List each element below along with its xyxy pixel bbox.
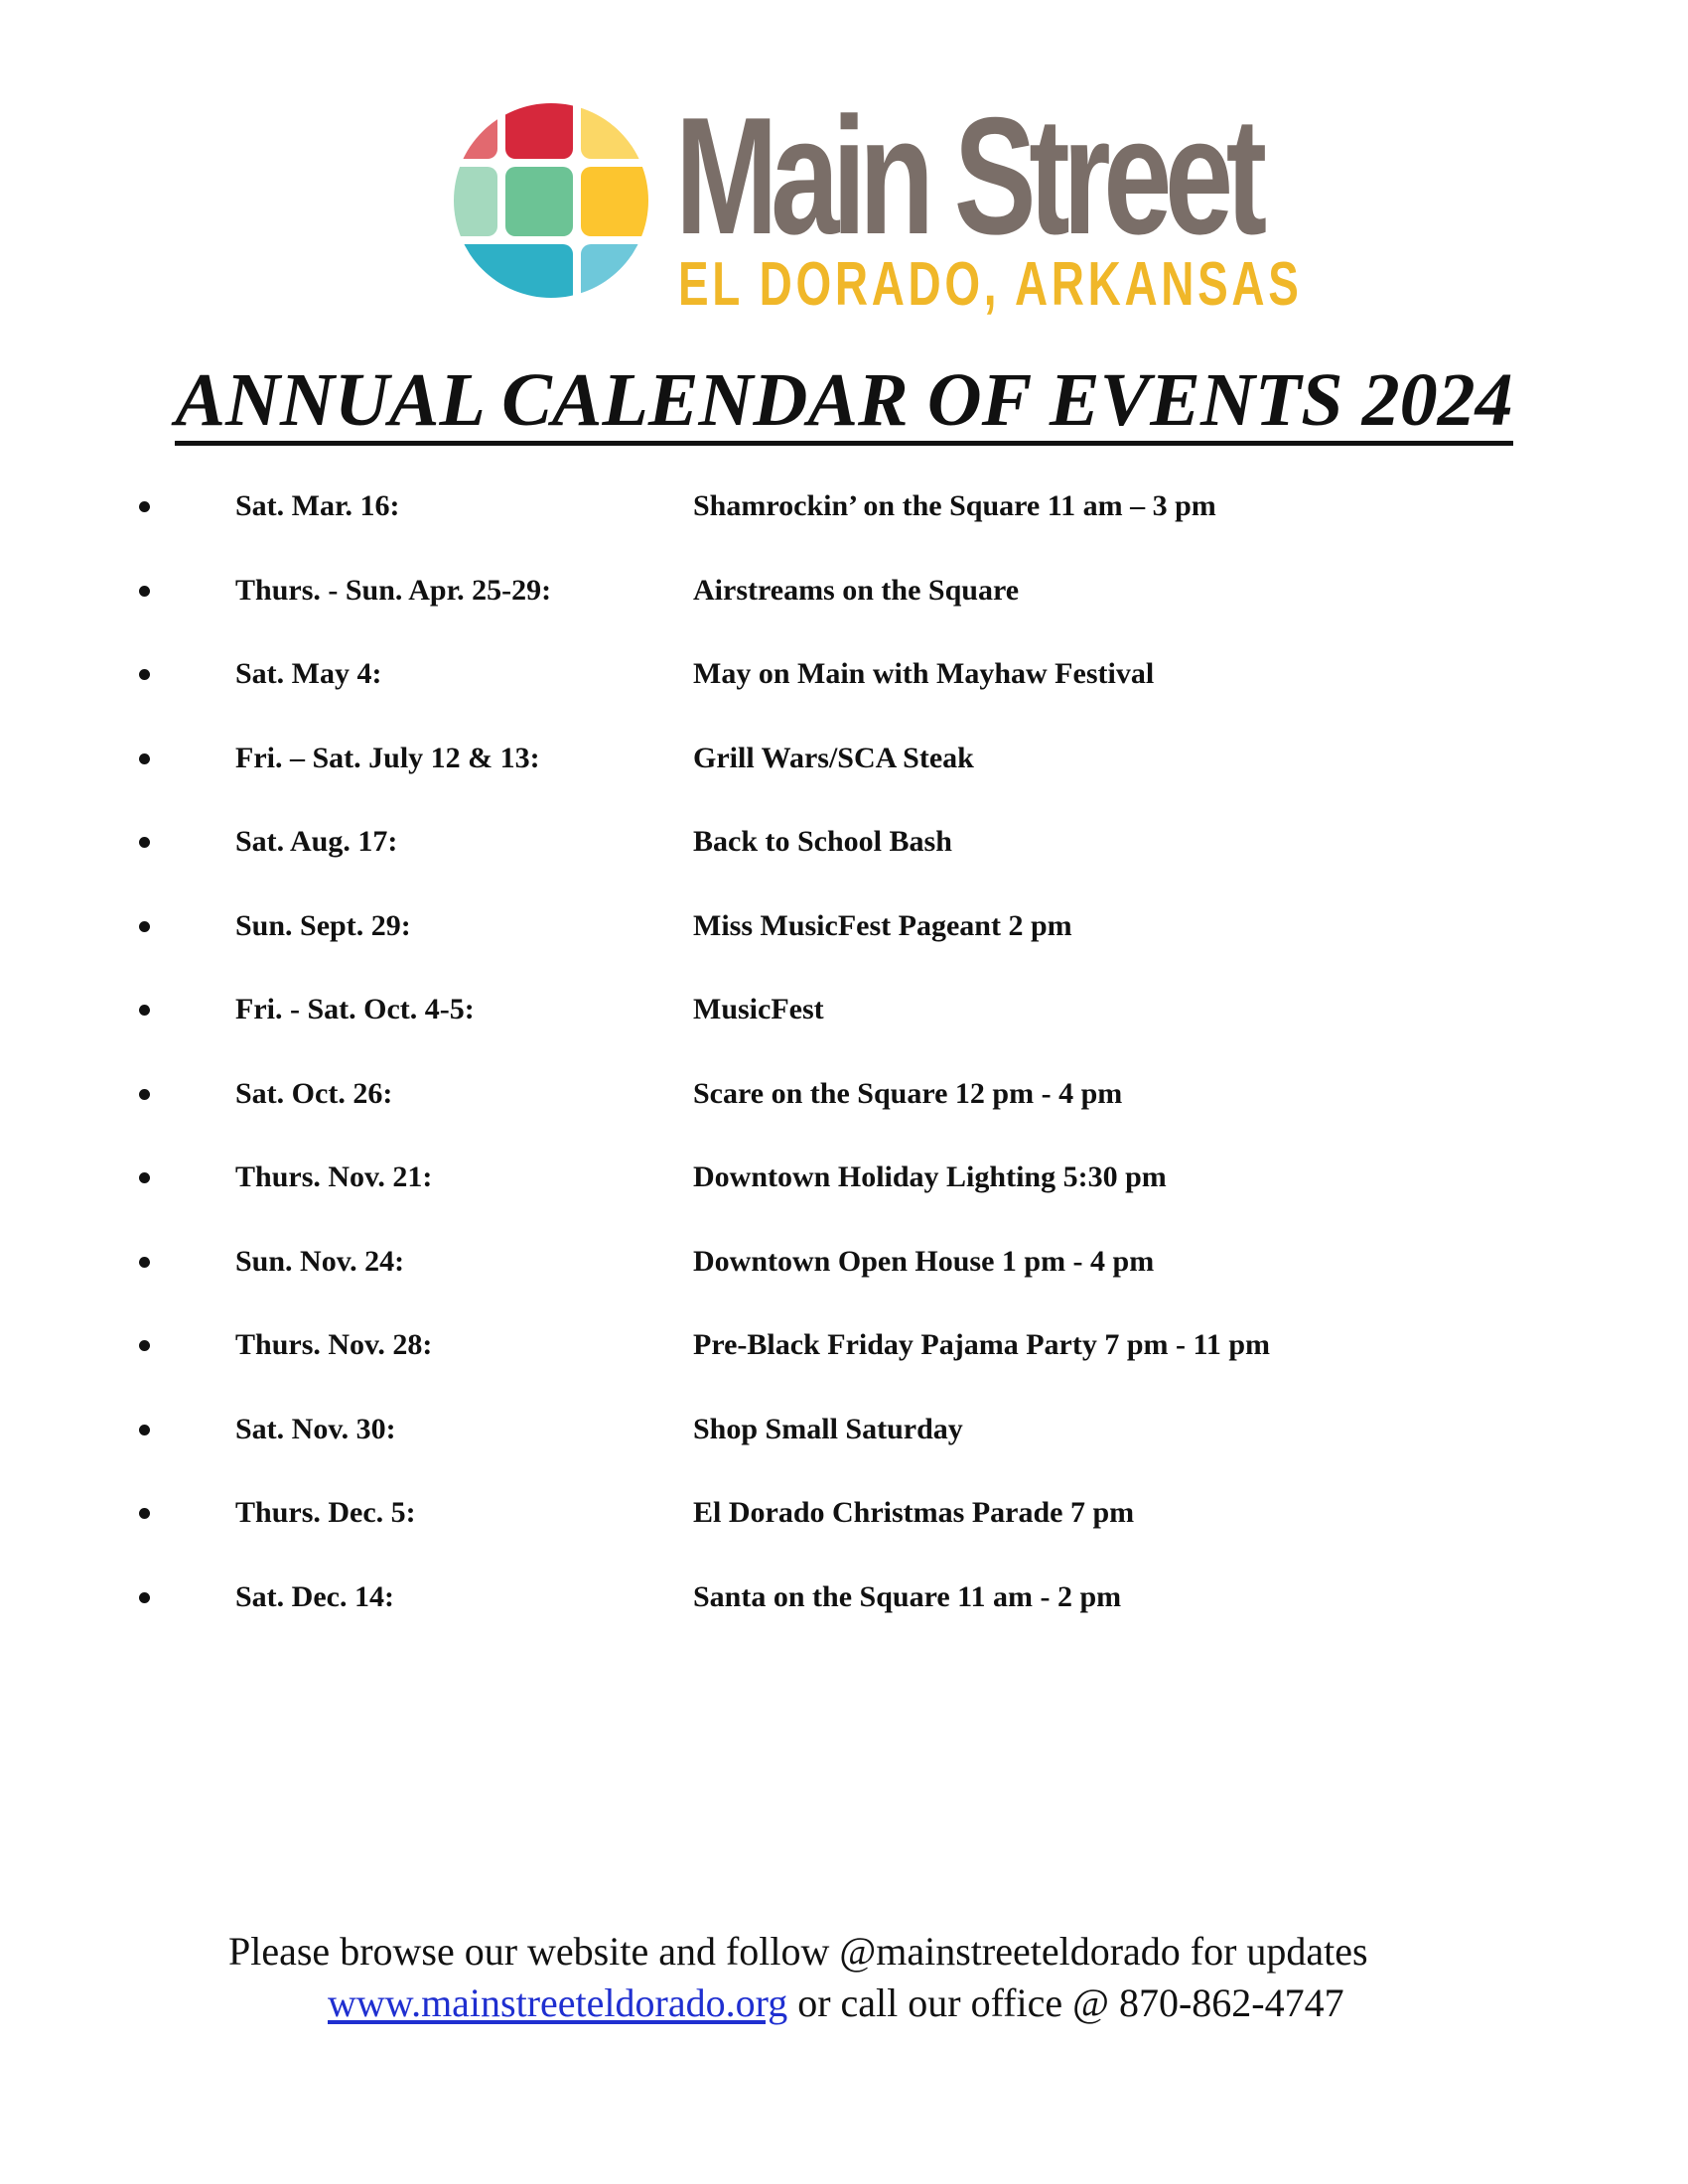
page-title <box>0 355 1688 446</box>
bullet-icon <box>139 1508 150 1519</box>
event-row <box>0 1242 1688 1326</box>
bullet-icon <box>139 1592 150 1603</box>
event-date: Thurs. Dec. 5: <box>235 1496 416 1529</box>
footer-contact-line <box>328 1978 1344 2029</box>
event-row <box>0 1493 1688 1577</box>
event-row <box>0 1158 1688 1242</box>
event-date: Sun. Nov. 24: <box>235 1244 405 1278</box>
bullet-icon <box>139 837 150 848</box>
event-row <box>0 1410 1688 1494</box>
bullet-icon <box>139 1257 150 1268</box>
bullet-icon <box>139 1340 150 1351</box>
event-date: Sat. Mar. 16: <box>235 489 400 522</box>
event-date: Fri. – Sat. July 12 & 13: <box>235 741 540 774</box>
event-date: Fri. - Sat. Oct. 4-5: <box>235 993 475 1025</box>
event-date: Sat. Aug. 17: <box>235 825 398 858</box>
event-name: Shop Small Saturday <box>693 1412 963 1445</box>
event-name: Miss MusicFest Pageant 2 pm <box>693 908 1072 942</box>
event-name: Downtown Holiday Lighting 5:30 pm <box>693 1160 1167 1193</box>
bullet-icon <box>139 921 150 932</box>
event-date: Thurs. Nov. 21: <box>235 1160 433 1193</box>
bullet-icon <box>139 1089 150 1100</box>
event-row <box>0 906 1688 991</box>
bullet-icon <box>139 501 150 512</box>
event-row <box>0 822 1688 906</box>
event-date: Thurs. - Sun. Apr. 25-29: <box>235 573 552 607</box>
event-date: Sat. Dec. 14: <box>235 1579 394 1613</box>
event-name: Airstreams on the Square <box>693 573 1020 607</box>
event-row <box>0 990 1688 1074</box>
bullet-icon <box>139 1425 150 1435</box>
event-name: Shamrockin’ on the Square 11 am – 3 pm <box>693 489 1216 522</box>
event-name: El Dorado Christmas Parade 7 pm <box>693 1496 1135 1529</box>
event-row <box>0 654 1688 739</box>
logo-location: EL DORADO, ARKANSAS <box>678 250 1303 319</box>
event-date: Sat. Oct. 26: <box>235 1076 393 1110</box>
bullet-icon <box>139 1172 150 1183</box>
event-date: Sat. May 4: <box>235 657 382 690</box>
event-name: May on Main with Mayhaw Festival <box>693 657 1155 690</box>
event-row <box>0 1325 1688 1410</box>
event-row <box>0 571 1688 655</box>
page-title-text: ANNUAL CALENDAR OF EVENTS 2024 <box>175 359 1512 446</box>
footer-phone-text: or call our office @ 870-862-4747 <box>787 1980 1344 2025</box>
event-row <box>0 739 1688 823</box>
event-date: Thurs. Nov. 28: <box>235 1328 433 1361</box>
event-name: Downtown Open House 1 pm - 4 pm <box>693 1244 1155 1278</box>
website-link[interactable]: www.mainstreeteldorado.org <box>328 1980 788 2025</box>
event-row <box>0 1577 1688 1662</box>
event-row <box>0 1074 1688 1159</box>
event-name: Pre-Black Friday Pajama Party 7 pm - 11 pm <box>693 1328 1271 1361</box>
event-name: Grill Wars/SCA Steak <box>693 741 974 774</box>
event-date: Sat. Nov. 30: <box>235 1412 396 1445</box>
bullet-icon <box>139 669 150 680</box>
events-list <box>0 486 1688 1661</box>
event-date: Sun. Sept. 29: <box>235 908 411 942</box>
footer-follow-text: Please browse our website and follow @mainstreeteldorado for updates <box>228 1929 1368 1974</box>
event-name: MusicFest <box>693 993 824 1025</box>
logo-mark-icon <box>452 99 650 303</box>
bullet-icon <box>139 586 150 597</box>
event-name: Scare on the Square 12 pm - 4 pm <box>693 1076 1123 1110</box>
logo-wordmark: Main Street <box>675 82 1260 269</box>
bullet-icon <box>139 1005 150 1016</box>
event-row <box>0 486 1688 571</box>
event-name: Santa on the Square 11 am - 2 pm <box>693 1579 1122 1613</box>
bullet-icon <box>139 753 150 764</box>
main-street-logo <box>452 82 1303 319</box>
event-name: Back to School Bash <box>693 825 952 858</box>
